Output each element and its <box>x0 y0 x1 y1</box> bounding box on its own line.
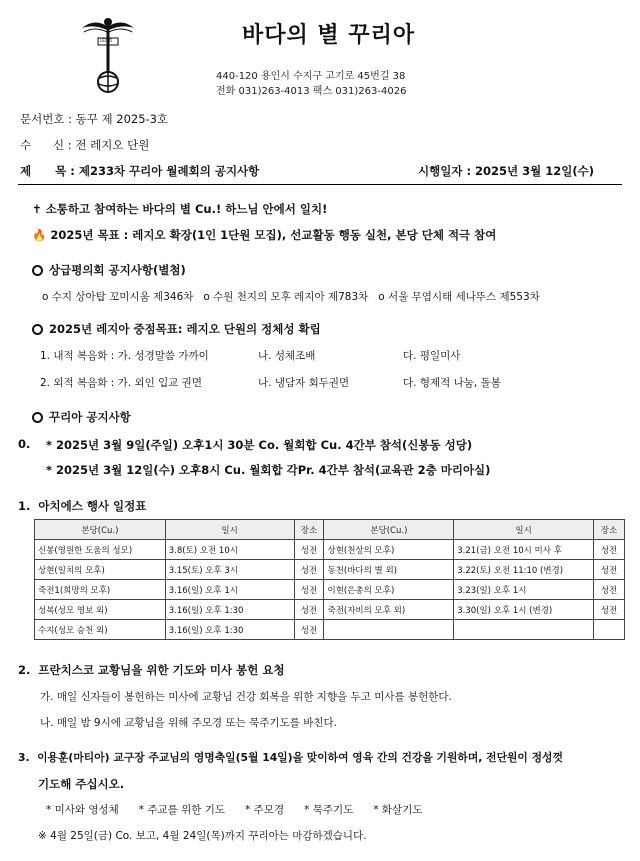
table-cell: 3.21(금) 오전 10시 미사 후 <box>454 540 594 560</box>
table-cell: 성전 <box>294 540 324 560</box>
curia-number: 0. <box>18 437 31 451</box>
table-cell: 3.23(일) 오후 1시 <box>454 580 594 600</box>
upper-council-items: o 수지 상아탑 꼬미시움 제346차 o 수원 천지의 모후 레지아 제783차 o 서울 무염시태 세나뚜스 제553차 <box>42 291 540 303</box>
emblem-text: LEGIO <box>100 38 113 43</box>
focus-row2-a: 2. 외적 복음화 : 가. 외인 입교 권면 <box>40 377 202 389</box>
motto-line-1: ✝ 소통하고 참여하는 바다의 별 Cu.! 하느님 안에서 일치! <box>32 202 328 216</box>
table-cell: 3.16(일) 오후 1:30 <box>165 600 294 620</box>
circle-bullet-icon <box>32 412 43 423</box>
table-cell: 상현(일치의 모후) <box>35 560 166 580</box>
focus-row2-b: 나. 냉담자 회두권면 <box>258 377 350 389</box>
upper-council-heading-text: 상급평의회 공지사항(별첨) <box>49 263 186 277</box>
column-header: 일시 <box>454 520 594 540</box>
table-cell: 성전 <box>594 600 625 620</box>
pope-item-a: 가. 매일 신자들이 봉헌하는 미사에 교황님 건강 회복을 위한 지향을 두고 미사를 봉헌한다. <box>40 691 452 703</box>
acies-schedule-table <box>34 519 625 640</box>
focus-row1-a: 1. 내적 복음화 : 가. 성경말씀 가까이 <box>40 350 209 362</box>
table-cell: 성전 <box>594 540 625 560</box>
circle-bullet-icon <box>32 324 43 335</box>
bishop-heading-line-1: 3. 이용훈(마티아) 교구장 주교님의 영명축일(5월 14일)을 맞이하여 영육 간의 건강을 기원하며, 전단원이 정성껏 <box>18 751 563 764</box>
table-row <box>35 560 625 580</box>
table-row <box>35 620 625 640</box>
table-cell: 3.22(토) 오전 11:10 (변경) <box>454 560 594 580</box>
effective-date: 시행일자 : 2025년 3월 12일(수) <box>418 164 595 178</box>
focus-row1-c: 다. 평일미사 <box>403 350 461 362</box>
table-cell: 3.15(토) 오후 3시 <box>165 560 294 580</box>
circle-bullet-icon <box>32 265 43 276</box>
bishop-note: ※ 4월 25일(금) Co. 보고, 4월 24일(목)까지 꾸리아는 마감하겠습니다. <box>38 830 367 842</box>
table-cell: 성전 <box>594 580 625 600</box>
table-cell: 성복(성모 영보 외) <box>35 600 166 620</box>
address: 440-120 용인시 수지구 고기로 45번길 38 <box>216 71 406 82</box>
table-cell: 신봉(영원한 도움의 성모) <box>35 540 166 560</box>
doc-title: 바다의 별 꾸리아 <box>242 23 416 48</box>
table-cell: 3.8(토) 오전 10시 <box>165 540 294 560</box>
table-cell: 수지(성모 승천 외) <box>35 620 166 640</box>
table-header-row <box>35 520 625 540</box>
column-header: 본당(Cu.) <box>324 520 454 540</box>
curia-item-2: * 2025년 3월 12일(수) 오후8시 Cu. 월회합 각Pr. 4간부 참석(교육관 2층 마리아실) <box>46 463 491 477</box>
table-cell: 3.16(일) 오후 1:30 <box>165 620 294 640</box>
table-cell: 성전 <box>294 580 324 600</box>
subject: 제 목 : 제233차 꾸리아 월례회의 공지사항 <box>20 164 260 178</box>
table-row <box>35 580 625 600</box>
table-cell: 성전 <box>294 600 324 620</box>
bishop-prayers: * 미사와 영성체 * 주교를 위한 기도 * 주모경 * 묵주기도 * 화살기도 <box>46 804 423 816</box>
column-header: 장소 <box>294 520 324 540</box>
table-cell: 이현(은총의 모후) <box>324 580 454 600</box>
upper-council-heading <box>32 262 186 278</box>
table-cell: 죽전1(희망의 모후) <box>35 580 166 600</box>
focus-heading <box>32 321 321 337</box>
doc-number: 문서번호 : 동꾸 제 2025-3호 <box>20 112 169 126</box>
motto-line-2: 🔥 2025년 목표 : 레지오 확장(1인 1단원 모집), 선교활동 행동 실천, 본당 단체 적극 참여 <box>32 228 497 242</box>
focus-heading-text: 2025년 레지아 중점목표: 레지오 단원의 정체성 확립 <box>49 322 321 336</box>
divider <box>18 184 622 185</box>
table-cell: 동천(바다의 별 외) <box>324 560 454 580</box>
legio-emblem <box>80 12 136 94</box>
table-cell <box>594 620 625 640</box>
acies-heading: 1. 아치에스 행사 일정표 <box>18 499 147 513</box>
table-cell: 3.30(일) 오후 1시 (변경) <box>454 600 594 620</box>
pope-item-b: 나. 매일 밤 9시에 교황님을 위해 주모경 또는 묵주기도를 바친다. <box>40 717 337 729</box>
bishop-heading-line-2: 기도해 주십시오. <box>38 777 125 791</box>
recipient: 수 신 : 전 레지오 단원 <box>20 138 150 152</box>
curia-item-1: * 2025년 3월 9일(주일) 오후1시 30분 Co. 월회합 Cu. 4간부 참석(신봉동 성당) <box>46 438 473 452</box>
table-cell: 성전 <box>594 560 625 580</box>
curia-heading-text: 꾸리아 공지사항 <box>49 410 131 424</box>
table-cell <box>324 620 454 640</box>
table-cell: 성전 <box>294 620 324 640</box>
table-row <box>35 600 625 620</box>
column-header: 장소 <box>594 520 625 540</box>
focus-row2-c: 다. 형제적 나눔, 돌봄 <box>403 377 501 389</box>
table-cell: 상현(천상의 모후) <box>324 540 454 560</box>
table-cell: 죽전(자비의 모후 외) <box>324 600 454 620</box>
table-cell: 성전 <box>294 560 324 580</box>
column-header: 본당(Cu.) <box>35 520 166 540</box>
column-header: 일시 <box>165 520 294 540</box>
phone: 전화 031)263-4013 팩스 031)263-4026 <box>216 86 407 97</box>
curia-heading <box>32 409 131 425</box>
focus-row1-b: 나. 성체조배 <box>258 350 316 362</box>
pope-heading: 2. 프란치스코 교황님을 위한 기도와 미사 봉헌 요청 <box>18 663 285 677</box>
table-cell: 3.16(일) 오후 1시 <box>165 580 294 600</box>
table-row <box>35 540 625 560</box>
table-cell <box>454 620 594 640</box>
